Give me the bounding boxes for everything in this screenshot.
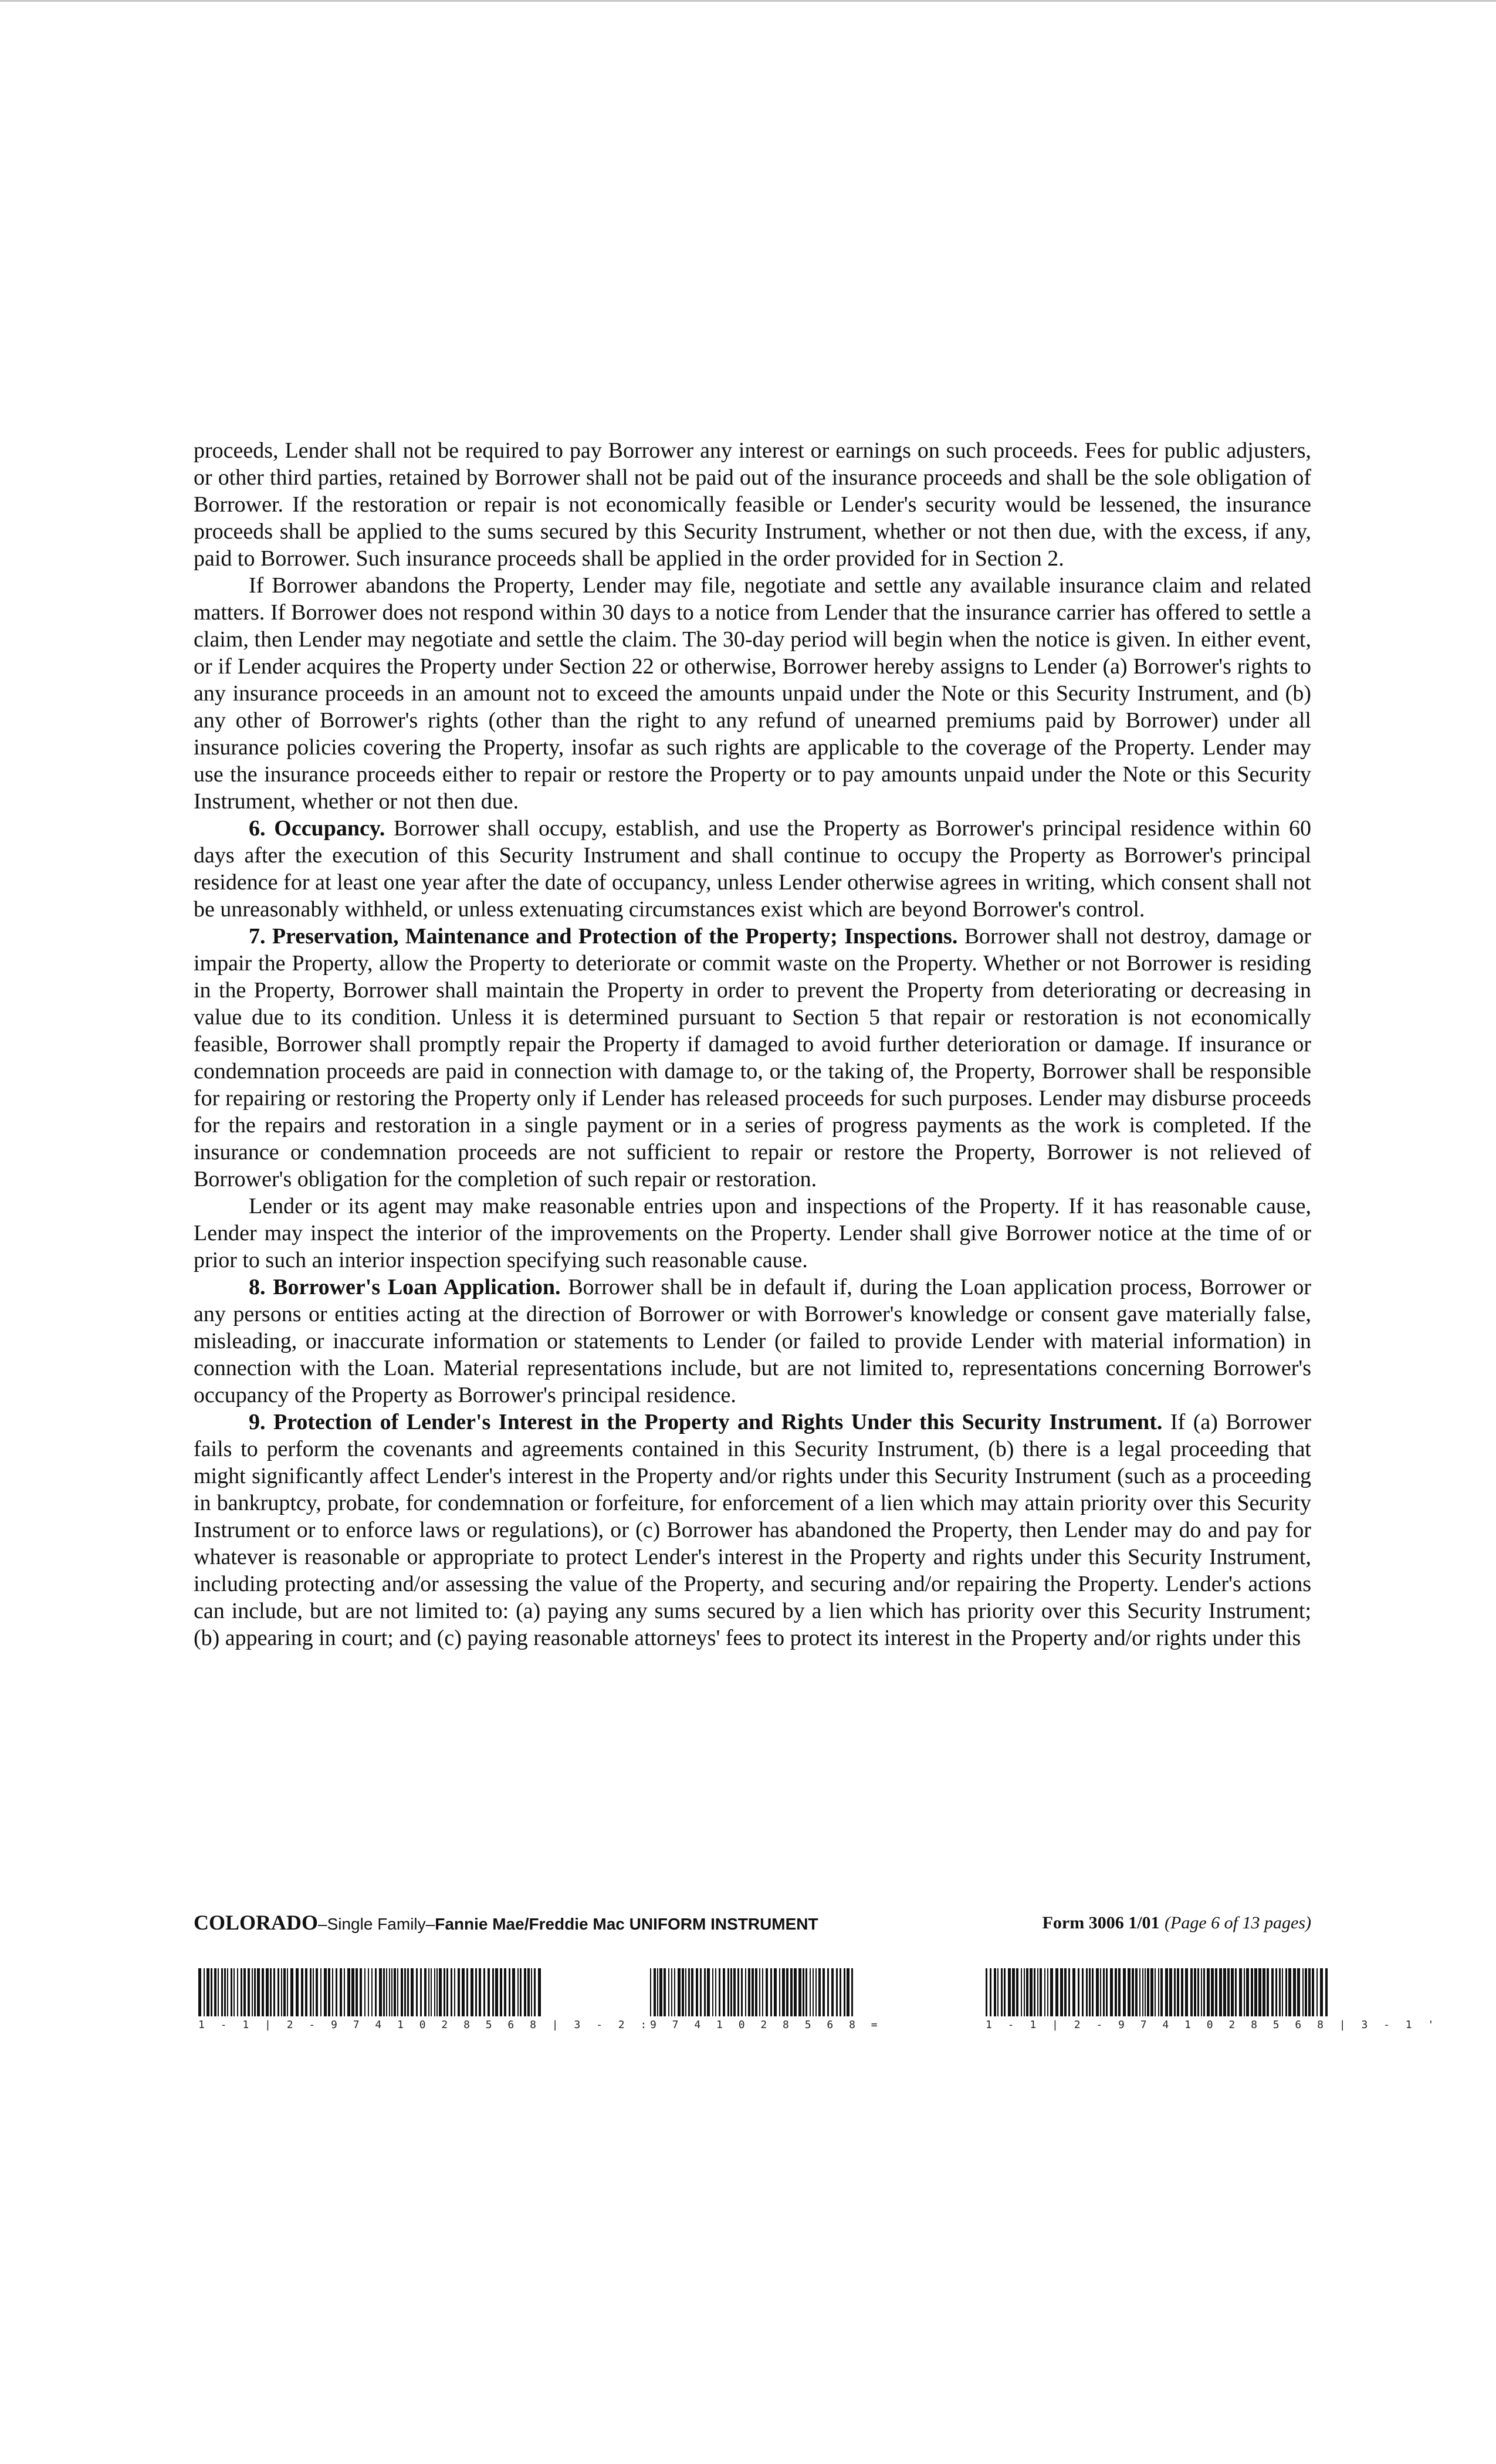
barcode-bar bbox=[1293, 1968, 1296, 2016]
barcode-bar bbox=[273, 1968, 275, 2016]
barcode-bar bbox=[1201, 1968, 1202, 2016]
footer-state: COLORADO bbox=[194, 1911, 319, 1934]
barcode-bar bbox=[1165, 1968, 1168, 2016]
barcode-bar bbox=[420, 1968, 422, 2016]
barcode-bar bbox=[1128, 1968, 1131, 2016]
footer-left bbox=[194, 1908, 818, 1939]
barcode-bar bbox=[368, 1968, 369, 2016]
barcode-bar bbox=[994, 1968, 996, 2016]
barcode-bar bbox=[1239, 1968, 1242, 2016]
barcode-bar bbox=[1169, 1968, 1172, 2016]
barcode-bar bbox=[1185, 1968, 1188, 2016]
barcode-bar bbox=[389, 1968, 390, 2016]
barcode-bar bbox=[1024, 1968, 1025, 2016]
paragraph-abandonment bbox=[194, 572, 1311, 815]
barcode-bar bbox=[340, 1968, 342, 2016]
barcode-bar bbox=[1251, 1968, 1253, 2016]
barcode-bar bbox=[831, 1968, 834, 2016]
barcode-bar bbox=[364, 1968, 365, 2016]
barcode-bar bbox=[1219, 1968, 1222, 2016]
barcode-bar bbox=[1207, 1968, 1210, 2016]
barcode-bar bbox=[1139, 1968, 1140, 2016]
barcode-bar bbox=[296, 1968, 299, 2016]
barcode-bar bbox=[332, 1968, 333, 2016]
footer-page-label: (Page 6 of 13 pages) bbox=[1165, 1913, 1311, 1932]
barcode-bar bbox=[416, 1968, 418, 2016]
paragraph-text: proceeds, Lender shall not be required to pay Borrower any interest or earnings on such proceeds. Fees for public adjusters, or other third parties, retained by Borrower shall not be paid out of the insurance proceeds and shall be the sole obligation of Borrower. If the restoration or repair is not economically feasible or Lender's security would be lessened, the insurance proceeds shall be applied to the sums secured by this Security Instrument, whether or not then due, with the excess, if any, paid to Borrower. Such insurance proceeds shall be applied in the order provided for in Section 2. bbox=[194, 438, 1311, 571]
barcode-bar bbox=[411, 1968, 414, 2016]
barcode-bar bbox=[704, 1968, 706, 2016]
barcode-bar bbox=[700, 1968, 702, 2016]
barcode-bar bbox=[500, 1968, 502, 2016]
barcode-bar bbox=[719, 1968, 720, 2016]
barcode-bar bbox=[774, 1968, 777, 2016]
barcode-bar bbox=[1001, 1968, 1003, 2016]
barcode-bar bbox=[394, 1968, 396, 2016]
barcode-bar bbox=[1106, 1968, 1108, 2016]
barcode-bar bbox=[488, 1968, 490, 2016]
barcode-bar bbox=[524, 1968, 526, 2016]
barcode-bar bbox=[818, 1968, 821, 2016]
barcode-bar bbox=[1055, 1968, 1058, 2016]
barcode-bar bbox=[531, 1968, 532, 2016]
barcode-bar bbox=[823, 1968, 825, 2016]
barcode-bar bbox=[691, 1968, 693, 2016]
barcode-bar bbox=[803, 1968, 804, 2016]
barcode-bar bbox=[986, 1968, 987, 2016]
barcode-bar bbox=[404, 1968, 406, 2016]
barcode-bar bbox=[1132, 1968, 1134, 2016]
barcode-bar bbox=[1082, 1968, 1084, 2016]
barcode-bar bbox=[1089, 1968, 1091, 2016]
barcode-bar bbox=[401, 1968, 403, 2016]
barcode-bar bbox=[1190, 1968, 1193, 2016]
barcode-bar bbox=[1285, 1968, 1287, 2016]
barcode-bar bbox=[439, 1968, 442, 2016]
barcode-bar bbox=[1044, 1968, 1045, 2016]
barcode-bar bbox=[1194, 1968, 1196, 2016]
barcode-bar bbox=[1181, 1968, 1183, 2016]
barcode-bar bbox=[745, 1968, 746, 2016]
barcode-bar bbox=[1246, 1968, 1249, 2016]
barcode-bar bbox=[1258, 1968, 1261, 2016]
barcode-bars-left bbox=[198, 1968, 544, 2016]
barcode-bar bbox=[527, 1968, 530, 2016]
barcode-bar bbox=[1160, 1968, 1163, 2016]
barcode-bar bbox=[1068, 1968, 1070, 2016]
barcode-bar bbox=[798, 1968, 801, 2016]
barcode-bar bbox=[1118, 1968, 1121, 2016]
barcode-bar bbox=[290, 1968, 293, 2016]
barcode-bar bbox=[231, 1968, 232, 2016]
barcode-bar bbox=[431, 1968, 432, 2016]
barcode-bar bbox=[328, 1968, 330, 2016]
barcode-bar bbox=[466, 1968, 468, 2016]
barcode-bar bbox=[1115, 1968, 1117, 2016]
barcode-bar bbox=[1235, 1968, 1237, 2016]
barcode-bar bbox=[310, 1968, 312, 2016]
barcode-bar bbox=[990, 1968, 991, 2016]
barcode-bar bbox=[277, 1968, 279, 2016]
barcode-bar bbox=[685, 1968, 686, 2016]
barcode-bar bbox=[1060, 1968, 1063, 2016]
barcode-bar bbox=[492, 1968, 494, 2016]
barcode-bar bbox=[844, 1968, 845, 2016]
barcode-bar bbox=[1211, 1968, 1214, 2016]
barcode-bar bbox=[1135, 1968, 1138, 2016]
barcode-bar bbox=[397, 1968, 398, 2016]
barcode-bar bbox=[1064, 1968, 1067, 2016]
page-top-edge bbox=[0, 0, 1496, 2]
paragraph-text: Borrower shall occupy, establish, and use the Property as Borrower's principal residence within 60 days after the execution of this Security Instrument and shall continue to occupy the Property as Borrower's principal residence for at least one year after the date of occupancy, unless Lender otherwise agrees in writing, which consent shall not be unreasonably withheld, or unless extenuating circumstances exist which are beyond Borrower's control. bbox=[194, 816, 1311, 922]
paragraph-text: Lender or its agent may make reasonable entries upon and inspections of the Property. If it has reasonable cause, Lender may inspect the interior of the improvements on the Property. Lender shall give Borrower notice at the time of or prior to such an interior inspection specifying such reasonable cause. bbox=[194, 1194, 1311, 1272]
barcode-bar bbox=[664, 1968, 666, 2016]
barcode-bar bbox=[444, 1968, 445, 2016]
barcode-bar bbox=[462, 1968, 465, 2016]
barcode-bar bbox=[371, 1968, 373, 2016]
barcode-bar bbox=[1215, 1968, 1217, 2016]
barcode-bar bbox=[281, 1968, 282, 2016]
barcode-bar bbox=[715, 1968, 716, 2016]
barcode-bar bbox=[1050, 1968, 1053, 2016]
barcode-bar bbox=[534, 1968, 536, 2016]
section-7-preservation bbox=[194, 923, 1311, 1193]
barcode-bar bbox=[424, 1968, 427, 2016]
paragraph-text: Borrower shall be in default if, during the Loan application process, Borrower or any persons or entities acting at the direction of Borrower or with Borrower's knowledge or consent gave materially false, misleading, or inaccurate information or statements to Lender (or failed to provide Lender with material information) in connection with the Loan. Material representations include, but are not limited to, representations concerning Borrower's occupancy of the Property as Borrower's principal residence. bbox=[194, 1275, 1311, 1407]
barcode-bar bbox=[1123, 1968, 1126, 2016]
barcode-bar bbox=[1177, 1968, 1179, 2016]
barcode-bar bbox=[211, 1968, 212, 2016]
barcode-bar bbox=[356, 1968, 358, 2016]
section-8-loan-application bbox=[194, 1274, 1311, 1409]
barcode-bar bbox=[428, 1968, 429, 2016]
barcode-bar bbox=[305, 1968, 307, 2016]
barcode-bar bbox=[1244, 1968, 1245, 2016]
paragraph-text: If Borrower abandons the Property, Lender may file, negotiate and settle any available insurance claim and related matters. If Borrower does not respond within 30 days to a notice from Lender that the insurance carrier has offered to settle a claim, then Lender may negotiate and settle the claim. The 30-day period will begin when the notice is given. In either event, or if Lender acquires the Property under Section 22 or otherwise, Borrower hereby assigns to Lender (a) Borrower's rights to any insurance proceeds in an amount not to exceed the amounts unpaid under the Note or this Security Instrument, and (b) any other of Borrower's rights (other than the right to any refund of unearned premiums paid by Borrower) under all insurance policies covering the Property, insofar as such rights are applicable to the coverage of the Property. Lender may use the insurance proceeds either to repair or restore the Property or to pay amounts unpaid under the Note or this Security Instrument, whether or not then due. bbox=[194, 573, 1311, 814]
barcode-bar bbox=[360, 1968, 362, 2016]
barcode-bar bbox=[1297, 1968, 1300, 2016]
section-heading: 9. Protection of Lender's Interest in the Property and Rights Under this Security Instrument. bbox=[249, 1410, 1163, 1434]
barcode-bar bbox=[391, 1968, 392, 2016]
barcode-bar bbox=[1223, 1968, 1226, 2016]
barcode-bar bbox=[827, 1968, 829, 2016]
barcode-bar bbox=[1288, 1968, 1291, 2016]
section-9-protection bbox=[194, 1409, 1311, 1651]
barcode-bar bbox=[471, 1968, 473, 2016]
barcode-bar bbox=[1008, 1968, 1011, 2016]
barcode-bar bbox=[386, 1968, 387, 2016]
barcode-bar bbox=[696, 1968, 698, 2016]
barcode-bar bbox=[1072, 1968, 1075, 2016]
barcode-bar bbox=[762, 1968, 763, 2016]
barcode-bar bbox=[1267, 1968, 1269, 2016]
document-body bbox=[194, 437, 1311, 1651]
barcode-bar bbox=[659, 1968, 662, 2016]
barcode-bars-center bbox=[650, 1968, 855, 2016]
section-heading: 7. Preservation, Maintenance and Protection of the Property; Inspections. bbox=[249, 924, 958, 949]
barcode-label-left: 1 - 1 | 2 - 9 7 4 1 0 2 8 5 6 8 | 3 - 2 : bbox=[198, 2019, 652, 2031]
barcode-bar bbox=[1110, 1968, 1113, 2016]
paragraph-continued-proceeds bbox=[194, 437, 1311, 572]
barcode-bar bbox=[737, 1968, 739, 2016]
barcode-bar bbox=[538, 1968, 541, 2016]
barcode-bar bbox=[320, 1968, 321, 2016]
barcode-bar bbox=[779, 1968, 780, 2016]
barcode-bar bbox=[446, 1968, 448, 2016]
barcode-bar bbox=[347, 1968, 350, 2016]
barcode-bar bbox=[1325, 1968, 1328, 2016]
barcode-bar bbox=[287, 1968, 288, 2016]
barcode-bar bbox=[1030, 1968, 1033, 2016]
barcode-bar bbox=[1150, 1968, 1153, 2016]
barcode-bar bbox=[1016, 1968, 1018, 2016]
barcode-bar bbox=[512, 1968, 515, 2016]
barcode-bar bbox=[678, 1968, 681, 2016]
barcode-bar bbox=[840, 1968, 841, 2016]
barcode-bar bbox=[786, 1968, 788, 2016]
section-heading: 6. Occupancy. bbox=[249, 816, 385, 841]
barcode-label-right: 1 - 1 | 2 - 9 7 4 1 0 2 8 5 6 8 | 3 - 1 ' bbox=[986, 2019, 1439, 2031]
barcode-bar bbox=[1275, 1968, 1277, 2016]
barcode-bar bbox=[207, 1968, 209, 2016]
barcode-bar bbox=[712, 1968, 713, 2016]
barcode-bar bbox=[851, 1968, 853, 2016]
barcode-bar bbox=[1312, 1968, 1314, 2016]
barcode-bar bbox=[1320, 1968, 1323, 2016]
barcode-bar bbox=[650, 1968, 651, 2016]
footer-instrument: Fannie Mae/Freddie Mac UNIFORM INSTRUMENT bbox=[435, 1915, 818, 1933]
barcode-bar bbox=[1147, 1968, 1149, 2016]
barcode-bar bbox=[682, 1968, 684, 2016]
barcode-bar bbox=[997, 1968, 999, 2016]
barcode-bar bbox=[790, 1968, 793, 2016]
barcode-bar bbox=[257, 1968, 260, 2016]
barcode-bar bbox=[723, 1968, 725, 2016]
barcode-bar bbox=[336, 1968, 337, 2016]
barcode-bar bbox=[1047, 1968, 1048, 2016]
barcode-bar bbox=[434, 1968, 435, 2016]
barcode-bar bbox=[375, 1968, 377, 2016]
barcode-bar bbox=[495, 1968, 498, 2016]
barcode-bar bbox=[224, 1968, 226, 2016]
barcode-bar bbox=[1142, 1968, 1143, 2016]
barcode-left bbox=[198, 1968, 651, 2031]
barcode-bar bbox=[509, 1968, 510, 2016]
barcode-bar bbox=[1040, 1968, 1042, 2016]
barcode-bar bbox=[1279, 1968, 1281, 2016]
barcode-bar bbox=[204, 1968, 205, 2016]
barcode-bar bbox=[836, 1968, 838, 2016]
barcode-bar bbox=[847, 1968, 849, 2016]
barcode-bar bbox=[1263, 1968, 1265, 2016]
barcode-bar bbox=[262, 1968, 264, 2016]
barcode-bar bbox=[1096, 1968, 1099, 2016]
barcode-bar bbox=[454, 1968, 455, 2016]
barcode-bar bbox=[1021, 1968, 1022, 2016]
barcode-bar bbox=[479, 1968, 481, 2016]
barcode-bar bbox=[727, 1968, 729, 2016]
barcode-bar bbox=[1254, 1968, 1257, 2016]
barcode-bar bbox=[770, 1968, 772, 2016]
form-footer bbox=[194, 1908, 1311, 1937]
barcode-bar bbox=[759, 1968, 760, 2016]
barcode-bar bbox=[1100, 1968, 1101, 2016]
barcode-center bbox=[650, 1968, 882, 2031]
barcode-bar bbox=[1078, 1968, 1079, 2016]
barcode-bar bbox=[1158, 1968, 1159, 2016]
paragraph-text: If (a) Borrower fails to perform the covenants and agreements contained in this Security Instrument, (b) there is a legal proceeding that might significantly affect Lender's interest in the Property and/or rights under this Security Instrument (such as a proceeding in bankruptcy, probate, for condemnation or forfeiture, for enforcement of a lien which may attain priority over this Security Instrument or to enforce laws or regulations), or (c) Borrower has abandoned the Property, then Lender may do and pay for whatever is reasonable or appropriate to protect Lender's interest in the Property and rights under this Security Instrument, including protecting and/or assessing the value of the Property, and securing and/or repairing the Property. Lender's actions can include, but are not limited to: (a) paying any sums secured by a lien which has priority over this Security Instrument; (b) appearing in court; and (c) paying reasonable attorneys' fees to protect its interest in the Property and/or rights under this bbox=[194, 1410, 1312, 1650]
barcode-bar bbox=[671, 1968, 672, 2016]
barcode-bar bbox=[1145, 1968, 1146, 2016]
barcode-bar bbox=[813, 1968, 814, 2016]
barcode-bar bbox=[1012, 1968, 1015, 2016]
barcode-bar bbox=[782, 1968, 785, 2016]
barcode-bar bbox=[1086, 1968, 1088, 2016]
barcode-bar bbox=[483, 1968, 485, 2016]
barcode-bar bbox=[458, 1968, 460, 2016]
barcode-bar bbox=[451, 1968, 452, 2016]
barcode-bar bbox=[1308, 1968, 1311, 2016]
barcode-right bbox=[986, 1968, 1439, 2031]
barcode-bar bbox=[1155, 1968, 1156, 2016]
barcode-bar bbox=[1203, 1968, 1205, 2016]
barcode-bar bbox=[805, 1968, 807, 2016]
barcode-bar bbox=[730, 1968, 732, 2016]
barcode-bar bbox=[1174, 1968, 1176, 2016]
barcode-bar bbox=[313, 1968, 314, 2016]
footer-single-family: –Single Family– bbox=[318, 1915, 435, 1933]
barcode-bar bbox=[657, 1968, 658, 2016]
barcode-bar bbox=[344, 1968, 345, 2016]
barcode-bar bbox=[504, 1968, 506, 2016]
barcode-bar bbox=[252, 1968, 253, 2016]
barcode-bar bbox=[1302, 1968, 1304, 2016]
barcode-bar bbox=[316, 1968, 318, 2016]
barcode-bar bbox=[243, 1968, 246, 2016]
barcode-bar bbox=[436, 1968, 438, 2016]
barcode-bar bbox=[1103, 1968, 1105, 2016]
barcode-bar bbox=[520, 1968, 522, 2016]
barcode-label-center: 9 7 4 1 0 2 8 5 6 8 = bbox=[650, 2019, 882, 2031]
barcode-bar bbox=[1197, 1968, 1199, 2016]
barcode-bar bbox=[810, 1968, 811, 2016]
barcode-bar bbox=[794, 1968, 797, 2016]
paragraph-text: Borrower shall not destroy, damage or impair the Property, allow the Property to deteriorate or commit waste on the Property. Whether or not Borrower is residing in the Property, Borrower shall maintain the Property in order to prevent the Property from deteriorating or decreasing in value due to its condition. Unless it is determined pursuant to Section 5 that repair or restoration is not economically feasible, Borrower shall promptly repair the Property if damaged to avoid further deterioration or damage. If insurance or condemnation proceeds are paid in connection with damage to, or the taking of, the Property, Borrower shall be responsible for repairing or restoring the Property only if Lender has released proceeds for such purposes. Lender may disburse proceeds for the repairs and restoration in a single payment or in a series of progress payments as the work is completed. If the insurance or condemnation proceeds are not sufficient to repair or restore the Property, Borrower is not relieved of Borrower's obligation for the completion of such repair or restoration. bbox=[194, 924, 1312, 1192]
barcode-bar bbox=[766, 1968, 768, 2016]
barcode-bar bbox=[1037, 1968, 1038, 2016]
footer-right bbox=[1043, 1908, 1311, 1938]
barcode-bar bbox=[407, 1968, 409, 2016]
section-6-occupancy bbox=[194, 815, 1311, 923]
barcode-bar bbox=[383, 1968, 385, 2016]
barcode-bar bbox=[1092, 1968, 1094, 2016]
barcode-bar bbox=[1316, 1968, 1318, 2016]
barcode-bar bbox=[324, 1968, 327, 2016]
barcode-bar bbox=[301, 1968, 303, 2016]
barcode-bar bbox=[741, 1968, 743, 2016]
barcode-bar bbox=[379, 1968, 382, 2016]
barcode-bar bbox=[654, 1968, 656, 2016]
barcode-bars-right bbox=[986, 1968, 1332, 2016]
barcode-bar bbox=[248, 1968, 250, 2016]
barcode-bar bbox=[237, 1968, 238, 2016]
barcode-bar bbox=[517, 1968, 519, 2016]
barcode-bar bbox=[688, 1968, 690, 2016]
barcode-bar bbox=[707, 1968, 710, 2016]
barcode-bar bbox=[1305, 1968, 1307, 2016]
barcode-bar bbox=[227, 1968, 228, 2016]
barcode-bar bbox=[1227, 1968, 1230, 2016]
section-heading: 8. Borrower's Loan Application. bbox=[249, 1275, 561, 1299]
barcode-bar bbox=[214, 1968, 216, 2016]
footer-form-number: Form 3006 1/01 bbox=[1042, 1913, 1160, 1932]
barcode-bar bbox=[752, 1968, 754, 2016]
barcode-bar bbox=[748, 1968, 750, 2016]
barcode-bar bbox=[198, 1968, 201, 2016]
barcode-bar bbox=[270, 1968, 272, 2016]
barcode-bar bbox=[351, 1968, 354, 2016]
barcode-bar bbox=[221, 1968, 223, 2016]
barcode-bar bbox=[1026, 1968, 1028, 2016]
barcode-bar bbox=[266, 1968, 269, 2016]
barcode-bar bbox=[233, 1968, 235, 2016]
barcode-bar bbox=[733, 1968, 736, 2016]
barcode-bar bbox=[668, 1968, 669, 2016]
barcode-bar bbox=[1282, 1968, 1283, 2016]
barcode-bar bbox=[815, 1968, 817, 2016]
barcode-bar bbox=[283, 1968, 286, 2016]
barcode-bar bbox=[1231, 1968, 1234, 2016]
barcode-bar bbox=[254, 1968, 256, 2016]
barcode-bar bbox=[1034, 1968, 1035, 2016]
barcode-bar bbox=[218, 1968, 219, 2016]
barcode-bar bbox=[1004, 1968, 1006, 2016]
barcode-bar bbox=[755, 1968, 757, 2016]
barcode-bar bbox=[475, 1968, 477, 2016]
barcode-bar bbox=[241, 1968, 242, 2016]
paragraph-inspections bbox=[194, 1193, 1311, 1274]
barcode-bar bbox=[674, 1968, 675, 2016]
barcode-bar bbox=[1271, 1968, 1274, 2016]
